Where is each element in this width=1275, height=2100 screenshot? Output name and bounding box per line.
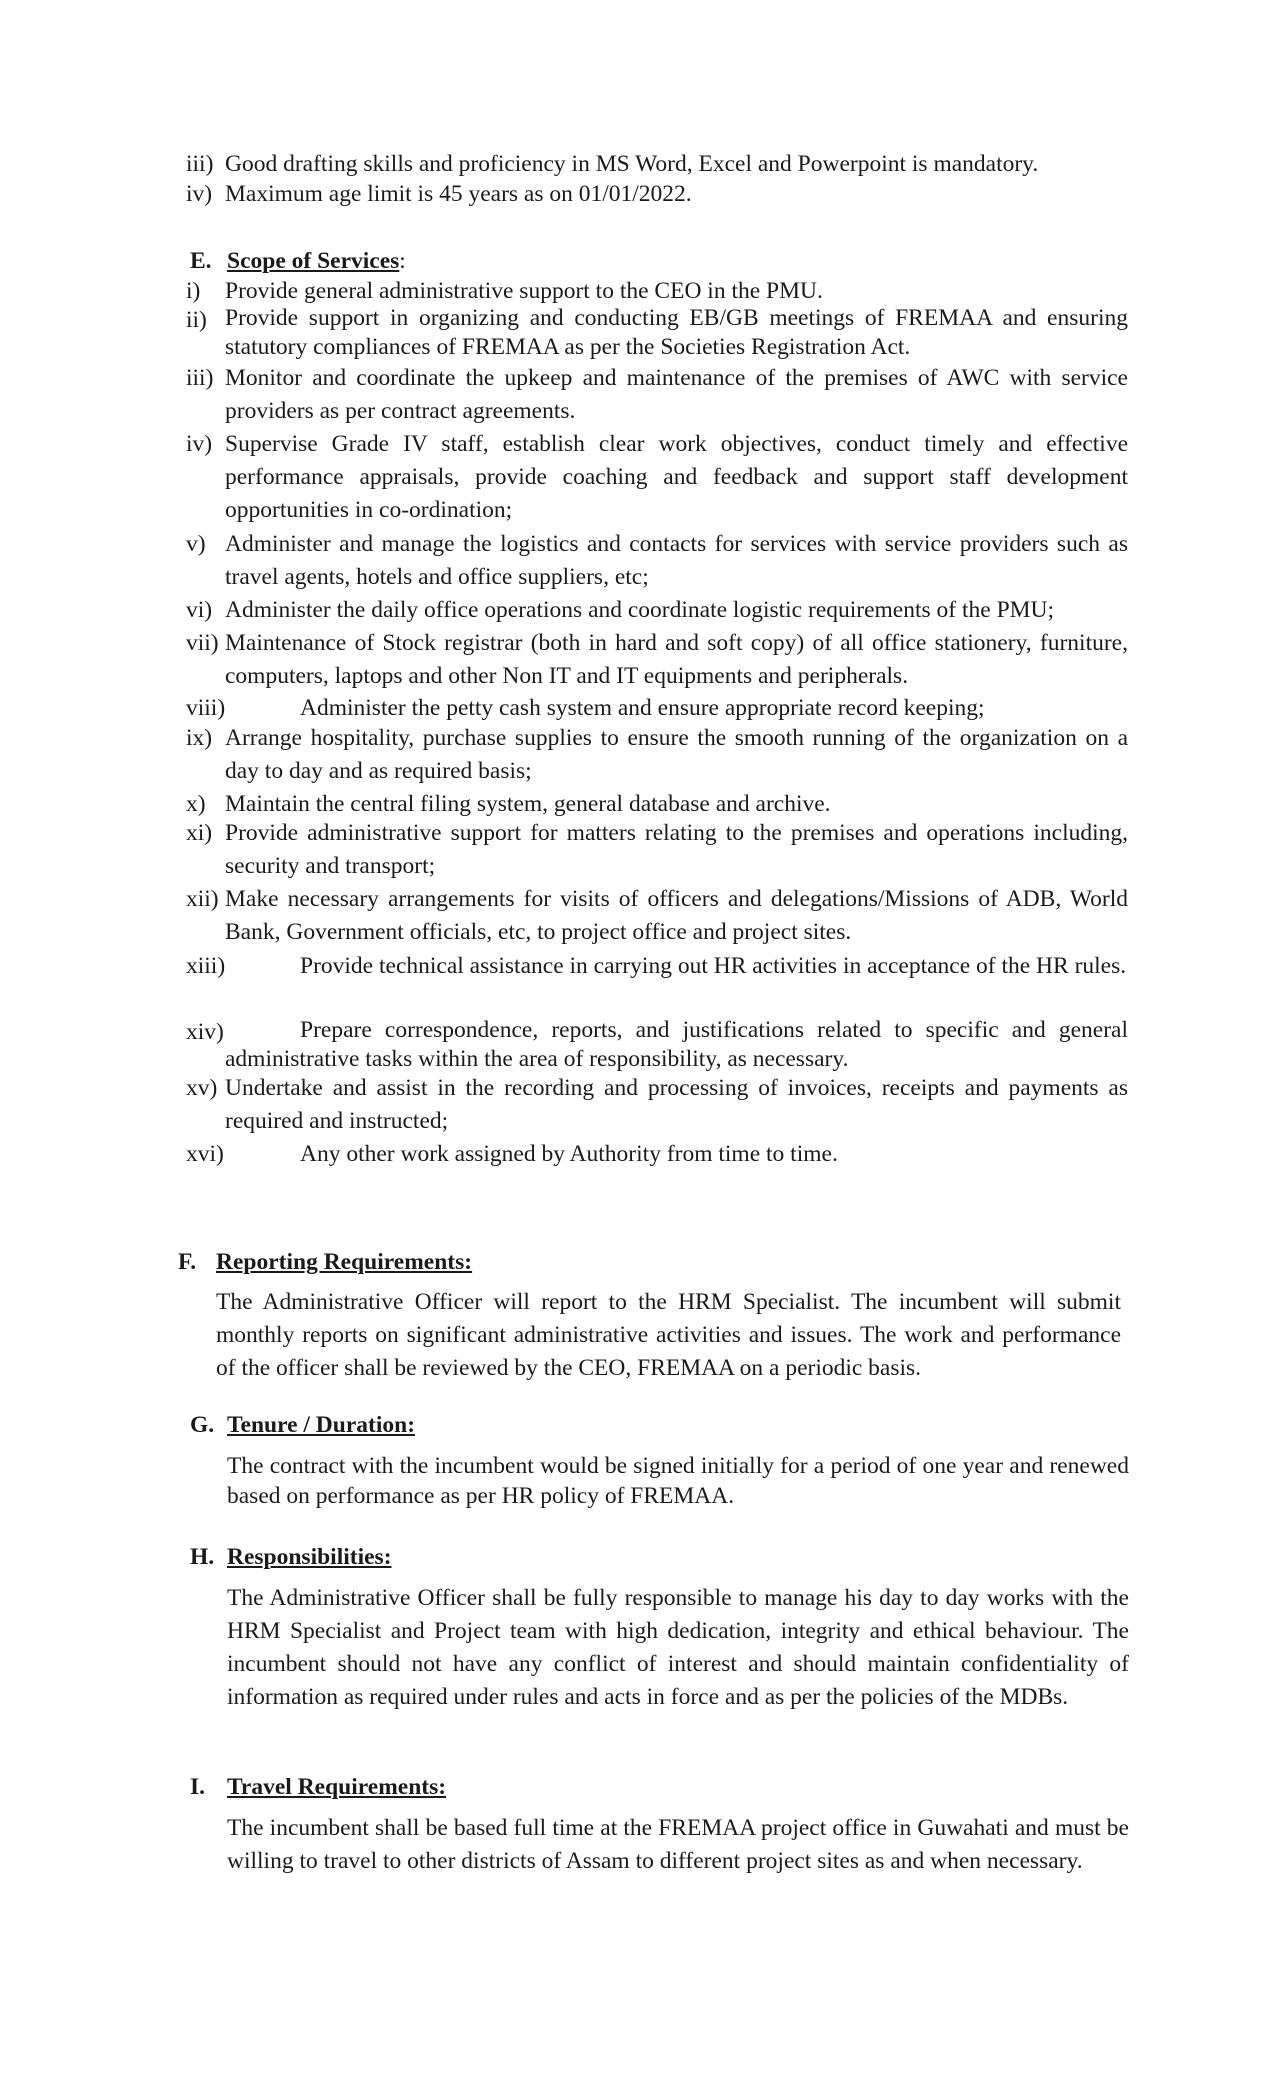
list-item-text: Monitor and coordinate the upkeep and maintenance of the premises of AWC with service providers as per contract agreements.	[225, 365, 1128, 424]
section-h-paragraph: The Administrative Officer shall be fully responsible to manage his day to day works with the HRM Specialist and Project team with high dedication, integrity and ethical behaviour. The incumbent should not have any conflict of interest and should maintain confidentiality of information as required under rules and acts in force and as per the policies of the MDBs.	[227, 1585, 1129, 1710]
list-item-number: iii)	[186, 151, 214, 177]
section-g-paragraph: The contract with the incumbent would be signed initially for a period of one year and renewed based on performance as per HR policy of FREMAA.	[227, 1453, 1129, 1509]
list-item-number: x)	[186, 791, 206, 817]
section-title: Travel Requirements:	[227, 1774, 447, 1800]
list-item	[186, 692, 1128, 725]
list-item	[186, 950, 1128, 983]
list-item	[186, 304, 1128, 362]
list-item-number: vi)	[186, 597, 213, 623]
list-item	[186, 883, 1128, 949]
section-title: Responsibilities:	[227, 1544, 392, 1570]
list-item	[186, 362, 1128, 428]
section-letter: H.	[190, 1544, 215, 1570]
list-item-number: xiii)	[186, 953, 226, 979]
section-f-paragraph: The Administrative Officer will report to the HRM Specialist. The incumbent will submit monthly reports on significant administrative activities and issues. The work and performance of the officer shall be reviewed by the CEO, FREMAA on a periodic basis.	[216, 1289, 1121, 1381]
list-item-number: v)	[186, 531, 206, 557]
list-item-text: Make necessary arrangements for visits of officers and delegations/Missions of ADB, World Bank, Government officials, etc, to project office and project sites.	[225, 886, 1128, 945]
section-title: Scope of Services	[227, 248, 400, 274]
list-item	[186, 178, 1128, 211]
list-item-text: Supervise Grade IV staff, establish clear work objectives, conduct timely and effective performance appraisals, provide coaching and feedback and support staff development opportunities in co-ordination;	[225, 431, 1128, 523]
list-item-number: iv)	[186, 181, 213, 207]
list-item-text: Administer and manage the logistics and contacts for services with service providers such as travel agents, hotels and office suppliers, etc;	[225, 531, 1128, 590]
list-item-number: iii)	[186, 365, 214, 391]
list-item-number: xvi)	[186, 1141, 224, 1167]
list-item-text: Administer the daily office operations and coordinate logistic requirements of the PMU;	[225, 597, 1055, 623]
list-item	[186, 1138, 1128, 1171]
list-item-text: Prepare correspondence, reports, and justifications related to specific and general administrative tasks within the area of responsibility, as necessary.	[225, 1017, 1128, 1072]
list-item-number: i)	[186, 278, 201, 304]
list-item	[186, 1016, 1128, 1074]
list-item-text: Undertake and assist in the recording and processing of invoices, receipts and payments as required and instructed;	[225, 1075, 1128, 1134]
list-item-number: xii)	[186, 886, 219, 912]
list-item-number: xiv)	[186, 1019, 224, 1045]
list-item	[186, 148, 1128, 181]
list-item-text: Maintenance of Stock registrar (both in hard and soft copy) of all office stationery, furniture, computers, laptops and other Non IT and IT equipments and peripherals.	[225, 630, 1128, 689]
list-item-text: Provide general administrative support to the CEO in the PMU.	[225, 278, 823, 304]
list-item-text: Maximum age limit is 45 years as on 01/01/2022.	[225, 181, 692, 207]
section-i-paragraph: The incumbent shall be based full time at the FREMAA project office in Guwahati and must be willing to travel to other districts of Assam to different project sites as and when necessary.	[227, 1815, 1129, 1874]
list-item-text: Arrange hospitality, purchase supplies to ensure the smooth running of the organization on a day to day and as required basis;	[225, 725, 1128, 784]
section-letter: G.	[190, 1412, 215, 1438]
list-item-text: Provide technical assistance in carrying out HR activities in acceptance of the HR rules.	[300, 953, 1127, 979]
section-letter: I.	[190, 1774, 206, 1800]
section-i-heading	[190, 1771, 446, 1804]
list-item-number: xv)	[186, 1075, 218, 1101]
section-f-heading	[178, 1246, 472, 1279]
list-item-number: xi)	[186, 820, 213, 846]
section-h-heading	[190, 1541, 392, 1574]
list-item-number: viii)	[186, 695, 226, 721]
section-title: Reporting Requirements:	[216, 1249, 473, 1275]
list-item	[186, 528, 1128, 594]
list-item	[186, 817, 1128, 883]
list-item-number: ix)	[186, 725, 213, 751]
section-letter: F.	[178, 1249, 197, 1275]
list-item	[186, 594, 1128, 627]
list-item-text: Maintain the central filing system, general database and archive.	[225, 791, 831, 817]
list-item-text: Administer the petty cash system and ensure appropriate record keeping;	[300, 695, 985, 721]
list-item	[186, 722, 1128, 788]
list-item-number: iv)	[186, 431, 213, 457]
list-item	[186, 428, 1128, 527]
section-title: Tenure / Duration:	[227, 1412, 416, 1438]
section-letter: E.	[190, 248, 212, 274]
section-g-heading	[190, 1409, 415, 1442]
list-item-text: Any other work assigned by Authority from time to time.	[300, 1141, 838, 1167]
list-item-number: vii)	[186, 630, 219, 656]
section-e-heading	[190, 245, 406, 278]
section-title-suffix: :	[399, 248, 406, 274]
list-item	[186, 627, 1128, 693]
list-item-text: Good drafting skills and proficiency in MS Word, Excel and Powerpoint is mandatory.	[225, 151, 1039, 177]
list-item-text: Provide administrative support for matters relating to the premises and operations including, security and transport;	[225, 820, 1128, 879]
list-item-text: Provide support in organizing and conducting EB/GB meetings of FREMAA and ensuring statutory compliances of FREMAA as per the Societies Registration Act.	[225, 305, 1128, 360]
list-item-number: ii)	[186, 307, 207, 333]
list-item	[186, 1072, 1128, 1138]
